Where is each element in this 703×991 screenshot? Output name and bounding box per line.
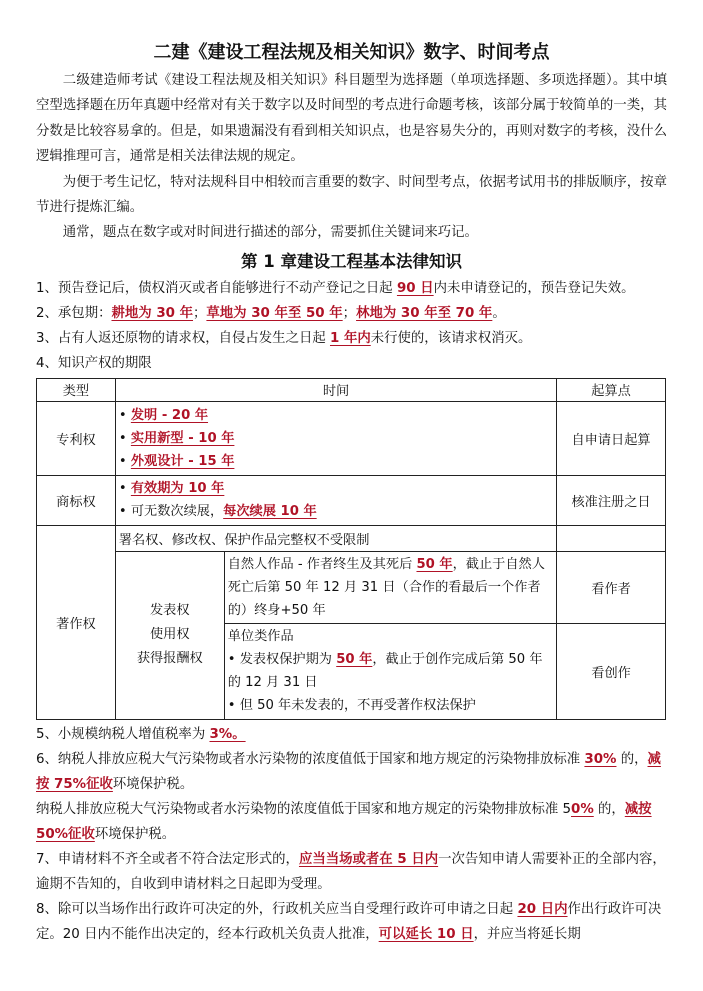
highlight-forest: 林地为 30 年至 70 年 bbox=[356, 305, 493, 321]
highlight-50-years: 50 年 bbox=[416, 556, 453, 572]
item-6a: 6、纳税人排放应税大气污染物或者水污染物的浓度值低于国家和地方规定的污染物排放标准 30% 的，减按 75%征收环境保护税。 bbox=[36, 751, 661, 792]
trademark-start: 核准注册之日 bbox=[557, 475, 666, 525]
patent-start: 自申请日起算 bbox=[557, 401, 666, 475]
table-row-copyright-moral bbox=[37, 525, 666, 551]
header-time: 时间 bbox=[115, 378, 556, 401]
highlight-grassland: 草地为 30 年至 50 年 bbox=[206, 305, 343, 321]
intro-paragraph-2: 为便于考生记忆，特对法规科目中相较而言重要的数字、时间型考点，依据考试用书的排版顺序，按章节进行提炼汇编。 bbox=[36, 174, 667, 216]
unit-unpublished-note: • 但 50 年未发表的，不再受著作权法保护 bbox=[227, 698, 476, 714]
table-header-row bbox=[37, 378, 666, 401]
copyright-moral-rights: 署名权、修改权、保护作品完整权不受限制 bbox=[115, 525, 556, 551]
header-start: 起算点 bbox=[557, 378, 666, 401]
item-6b: 纳税人排放应税大气污染物或者水污染物的浓度值低于国家和地方规定的污染物排放标准 50% 的，减按 50%征收环境保护税。 bbox=[36, 801, 652, 842]
trademark-type: 商标权 bbox=[37, 475, 116, 525]
highlight-90-days: 90 日 bbox=[396, 280, 434, 296]
trademark-renewal: • 可无数次续展，每次续展 10 年 bbox=[118, 504, 317, 520]
table-row-trademark bbox=[37, 475, 666, 525]
copyright-unit-start: 看创作 bbox=[557, 623, 666, 719]
copyright-moral-start bbox=[557, 525, 666, 551]
ip-term-table bbox=[36, 378, 666, 720]
highlight-3-percent: 3%。 bbox=[209, 726, 246, 742]
header-type: 类型 bbox=[37, 378, 116, 401]
trademark-validity: • 有效期为 10 年 bbox=[118, 481, 225, 497]
intro-paragraph-1: 二级建造师考试《建设工程法规及相关知识》科目题型为选择题（单项选择题、多项选择题）。其中填空型选择题在历年真题中经常对有关于数字以及时间型的考点进行命题考核，该部分属于较简单的一类，其分数是比较容易拿的。但是，如果遗漏没有看到相关知识点，也是容易失分的，再则对数字的考核，没什么逻辑推理可言，通常是相关法律法规的规定。 bbox=[36, 73, 667, 165]
copyright-natural-start: 看作者 bbox=[557, 551, 666, 623]
document-title: 二建《建设工程法规及相关知识》数字、时间考点 bbox=[153, 42, 550, 63]
highlight-farmland: 耕地为 30 年 bbox=[111, 305, 194, 321]
patent-design: • 外观设计 - 15 年 bbox=[118, 453, 235, 469]
patent-terms bbox=[115, 401, 556, 475]
patent-type: 专利权 bbox=[37, 401, 116, 475]
item-4: 4、知识产权的期限 bbox=[36, 355, 152, 371]
copyright-natural-person: 自然人作品 - 作者终生及其死后 50 年，截止于自然人死亡后第 50 年 12 月 31 日（合作的看最后一个作者的）终身+50 年 bbox=[224, 551, 556, 623]
copyright-unit-work: 单位类作品 • 发表权保护期为 50 年，截止于创作完成后第 50 年的 12 月 31 日 • 但 50 年未发表的，不再受著作权法保护 bbox=[224, 623, 556, 719]
highlight-1-year: 1 年内 bbox=[329, 330, 371, 346]
chapter-heading: 第 1 章建设工程基本法律知识 bbox=[241, 251, 462, 271]
item-1: 1、预告登记后，债权消灭或者自能够进行不动产登记之日起 90 日内未申请登记的，预告登记失效。 bbox=[36, 280, 635, 296]
unit-publish-term: • 发表权保护期为 50 年，截止于创作完成后第 50 年的 12 月 31 日 bbox=[227, 652, 543, 691]
item-8: 8、除可以当场作出行政许可决定的外，行政机关应当自受理行政许可申请之日起 20 日内作出行政许可决定。20 日内不能作出决定的，经本行政机关负责人批准，可以延长 10 日，并应当将延长期 bbox=[36, 901, 662, 942]
item-3: 3、占有人返还原物的请求权，自侵占发生之日起 1 年内未行使的，该请求权消灭。 bbox=[36, 330, 532, 346]
trademark-terms bbox=[115, 475, 556, 525]
copyright-type: 著作权 bbox=[37, 525, 116, 719]
item-2: 2、承包期：耕地为 30 年；草地为 30 年至 50 年；林地为 30 年至 70 年。 bbox=[36, 305, 506, 321]
patent-invention: • 发明 - 20 年 bbox=[118, 407, 209, 423]
item-5: 5、小规模纳税人增值税率为 3%。 bbox=[36, 726, 246, 742]
item-7: 7、申请材料不齐全或者不符合法定形式的，应当当场或者在 5 日内一次告知申请人需要补正的全部内容，逾期不告知的，自收到申请材料之日起即为受理。 bbox=[36, 851, 666, 892]
table-row-patent bbox=[37, 401, 666, 475]
copyright-property-rights: 发表权 使用权 获得报酬权 bbox=[115, 551, 224, 719]
intro-paragraph-3: 通常，题点在数字或对时间进行描述的部分，需要抓住关键词来巧记。 bbox=[62, 225, 478, 241]
table-row-copyright-natural bbox=[37, 551, 666, 623]
patent-utility: • 实用新型 - 10 年 bbox=[118, 430, 235, 446]
